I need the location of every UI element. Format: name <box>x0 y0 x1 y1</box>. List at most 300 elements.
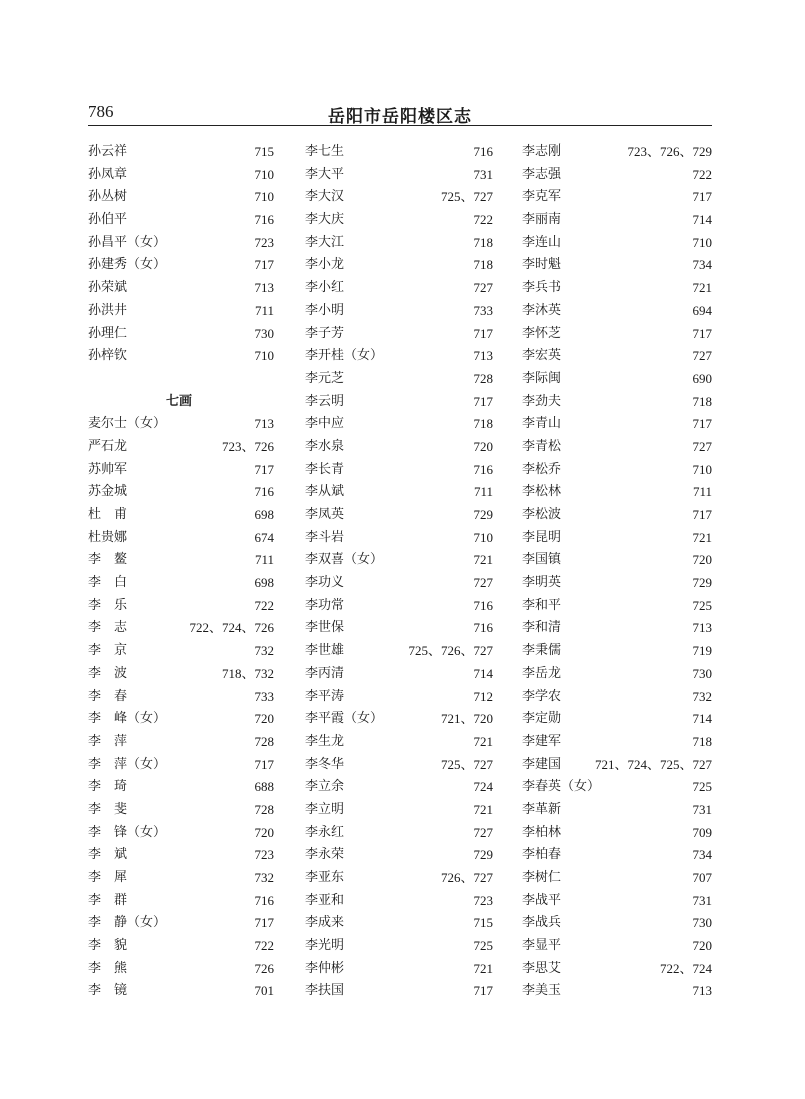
entry-name: 李明英 <box>522 575 562 591</box>
entry-name: 李 峰（女） <box>88 711 167 727</box>
index-entry <box>522 549 712 572</box>
index-entry <box>88 935 274 958</box>
index-entry <box>522 345 712 368</box>
entry-pages: 698 <box>254 507 274 522</box>
index-entry <box>305 277 493 300</box>
entry-pages: 729 <box>692 575 712 591</box>
entry-name: 李美玉 <box>522 983 562 999</box>
section-heading-row <box>88 391 274 414</box>
index-entry <box>305 413 493 436</box>
entry-pages: 728 <box>254 801 274 817</box>
index-entry <box>88 141 274 164</box>
entry-pages: 721 <box>473 552 493 568</box>
entry-pages: 717 <box>254 461 274 477</box>
entry-name: 李 貌 <box>88 938 128 954</box>
entry-pages: 710 <box>692 234 712 250</box>
entry-pages: 721 <box>473 801 493 817</box>
entry-name: 李冬华 <box>305 756 345 772</box>
entry-name: 李 乐 <box>88 597 128 613</box>
index-entry <box>88 186 274 209</box>
entry-name: 孙梓钦 <box>88 348 128 364</box>
index-entry <box>305 254 493 277</box>
entry-name: 李世保 <box>305 620 345 636</box>
entry-name: 李 白 <box>88 575 128 591</box>
page-number: 786 <box>88 102 114 121</box>
entry-pages: 723 <box>473 892 493 908</box>
entry-name: 李柏林 <box>522 824 562 840</box>
entry-pages: 722 <box>254 597 274 613</box>
index-entry <box>522 617 712 640</box>
entry-name: 李凤英 <box>305 507 345 522</box>
index-entry <box>88 640 274 663</box>
index-entry <box>522 300 712 323</box>
entry-pages: 711 <box>254 302 274 318</box>
index-entry <box>305 391 493 414</box>
entry-pages: 726、727 <box>440 870 493 885</box>
index-entry <box>305 935 493 958</box>
entry-pages: 718 <box>692 733 712 749</box>
entry-name: 李际闽 <box>522 370 562 386</box>
entry-name: 李连山 <box>522 234 562 250</box>
entry-name: 李 锋（女） <box>88 824 167 840</box>
index-entry <box>88 323 274 346</box>
entry-name: 李 群 <box>88 892 128 908</box>
index-entry <box>522 595 712 618</box>
entry-pages: 688 <box>254 779 274 795</box>
index-entry <box>305 527 493 550</box>
entry-pages: 674 <box>254 529 274 545</box>
index-entry <box>522 413 712 436</box>
index-entry <box>522 436 712 459</box>
entry-name: 李沐英 <box>522 302 562 318</box>
entry-name: 李中应 <box>305 416 345 432</box>
entry-pages: 713 <box>692 620 712 636</box>
entry-pages: 723、726、729 <box>627 144 712 159</box>
entry-pages: 733 <box>473 302 493 318</box>
entry-name: 李 斌 <box>88 847 128 863</box>
entry-pages: 725、727 <box>440 189 493 205</box>
entry-pages: 730 <box>692 665 712 681</box>
entry-name: 李时魁 <box>522 257 562 273</box>
index-entry <box>88 686 274 709</box>
entry-pages: 727 <box>692 348 712 364</box>
entry-pages: 720 <box>254 711 274 727</box>
index-entry <box>305 890 493 913</box>
index-entry <box>88 595 274 618</box>
index-entry <box>522 640 712 663</box>
entry-pages: 707 <box>692 870 712 885</box>
entry-name: 杜 甫 <box>88 507 128 522</box>
entry-pages: 710 <box>254 348 274 364</box>
entry-pages: 732 <box>254 870 274 885</box>
section-heading: 七画 <box>166 393 193 409</box>
entry-name: 李扶国 <box>305 983 345 999</box>
entry-pages: 720 <box>473 438 493 454</box>
entry-pages: 728 <box>254 733 274 749</box>
entry-pages: 721、720 <box>440 711 493 727</box>
index-entry <box>88 436 274 459</box>
entry-pages: 726 <box>254 960 274 976</box>
entry-pages: 718 <box>473 416 493 432</box>
entry-pages: 713 <box>692 983 712 999</box>
entry-pages: 725、727 <box>440 756 493 772</box>
entry-name: 李功常 <box>305 597 345 613</box>
index-entry <box>522 731 712 754</box>
index-entry <box>522 844 712 867</box>
index-entry <box>305 232 493 255</box>
index-entry <box>522 232 712 255</box>
index-entry <box>305 549 493 572</box>
entry-name: 李昆明 <box>522 529 562 545</box>
entry-pages: 714 <box>692 212 712 228</box>
entry-name: 严石龙 <box>88 438 128 454</box>
index-entry <box>88 572 274 595</box>
index-entry <box>522 776 712 799</box>
entry-name: 孙理仁 <box>88 325 128 341</box>
entry-pages: 710 <box>473 529 493 545</box>
entry-name: 李丙清 <box>305 665 345 681</box>
entry-name: 李 犀 <box>88 870 128 885</box>
entry-name: 李七生 <box>305 144 345 159</box>
index-entry <box>305 958 493 981</box>
entry-name: 李永红 <box>305 824 345 840</box>
index-entry <box>88 527 274 550</box>
entry-name: 李丽南 <box>522 212 562 228</box>
entry-name: 李永荣 <box>305 847 345 863</box>
index-entry <box>522 867 712 890</box>
entry-pages: 690 <box>692 370 712 386</box>
entry-pages: 717 <box>254 257 274 273</box>
entry-name: 李树仁 <box>522 870 562 885</box>
index-entry <box>522 663 712 686</box>
entry-pages: 698 <box>254 575 274 591</box>
index-entry <box>522 209 712 232</box>
entry-pages: 716 <box>254 892 274 908</box>
entry-pages: 731 <box>692 801 712 817</box>
entry-pages: 729 <box>473 507 493 522</box>
entry-pages: 722、724 <box>659 960 712 976</box>
entry-name: 李大汉 <box>305 189 345 205</box>
entry-pages: 709 <box>692 824 712 840</box>
entry-name: 李 琦 <box>88 779 128 795</box>
entry-pages: 724 <box>473 779 493 795</box>
index-entry <box>305 481 493 504</box>
entry-pages: 727 <box>473 280 493 296</box>
entry-pages: 716 <box>473 620 493 636</box>
index-entry <box>305 186 493 209</box>
entry-name: 李兵书 <box>522 280 562 296</box>
entry-pages: 731 <box>692 892 712 908</box>
index-entry <box>88 549 274 572</box>
entry-pages: 720 <box>692 552 712 568</box>
index-entry <box>522 527 712 550</box>
entry-pages: 715 <box>254 144 274 159</box>
book-title: 岳阳市岳阳楼区志 <box>328 107 472 127</box>
index-entry <box>88 232 274 255</box>
entry-name: 苏金城 <box>88 484 128 500</box>
entry-name: 李和平 <box>522 597 562 613</box>
index-entry <box>305 164 493 187</box>
entry-name: 李定勋 <box>522 711 562 727</box>
entry-pages: 727 <box>473 824 493 840</box>
index-entry <box>305 731 493 754</box>
index-entry <box>522 958 712 981</box>
entry-name: 李 春 <box>88 688 128 704</box>
entry-pages: 727 <box>692 438 712 454</box>
entry-name: 孙荣斌 <box>88 280 128 296</box>
index-entry <box>88 300 274 323</box>
index-entry <box>305 504 493 527</box>
entry-pages: 723 <box>254 847 274 863</box>
index-entry <box>305 776 493 799</box>
entry-name: 李松波 <box>522 507 562 522</box>
entry-pages: 718 <box>473 234 493 250</box>
index-entry <box>522 323 712 346</box>
entry-pages: 725、726、727 <box>408 643 493 659</box>
entry-name: 杜贵娜 <box>88 529 128 545</box>
index-entry <box>88 731 274 754</box>
index-entry <box>88 912 274 935</box>
entry-name: 李从斌 <box>305 484 345 500</box>
entry-name: 李 京 <box>88 643 128 659</box>
entry-name: 李青松 <box>522 438 562 454</box>
entry-name: 李长青 <box>305 461 345 477</box>
index-entry <box>522 141 712 164</box>
entry-name: 李子芳 <box>305 325 345 341</box>
entry-pages: 711 <box>692 484 712 500</box>
index-column-3 <box>522 141 712 1003</box>
entry-name: 李平涛 <box>305 688 345 704</box>
entry-name: 孙丛树 <box>88 189 128 205</box>
entry-name: 孙云祥 <box>88 144 128 159</box>
index-entry <box>522 980 712 1003</box>
entry-pages: 717 <box>692 325 712 341</box>
entry-name: 李世雄 <box>305 643 345 659</box>
entry-name: 李 萍 <box>88 733 128 749</box>
index-entry <box>305 980 493 1003</box>
entry-pages: 734 <box>692 847 712 863</box>
entry-name: 李学农 <box>522 688 562 704</box>
entry-pages: 723 <box>254 234 274 250</box>
entry-name: 李秉儒 <box>522 643 562 659</box>
index-entry <box>305 345 493 368</box>
index-entry <box>305 436 493 459</box>
entry-pages: 717 <box>254 915 274 931</box>
index-entry <box>305 141 493 164</box>
index-entry <box>88 459 274 482</box>
entry-pages: 717 <box>473 393 493 409</box>
entry-pages: 721 <box>692 280 712 296</box>
entry-name: 李思艾 <box>522 960 562 976</box>
entry-pages: 719 <box>692 643 712 659</box>
entry-name: 李青山 <box>522 416 562 432</box>
entry-name: 李大江 <box>305 234 345 250</box>
index-entry <box>88 822 274 845</box>
entry-name: 李平霞（女） <box>305 711 384 727</box>
index-entry <box>522 481 712 504</box>
index-entry <box>305 754 493 777</box>
entry-name: 李战平 <box>522 892 562 908</box>
entry-name: 李劲夫 <box>522 393 562 409</box>
index-entry <box>305 300 493 323</box>
index-entry <box>305 708 493 731</box>
index-entry <box>305 595 493 618</box>
index-entry <box>88 277 274 300</box>
entry-name: 李柏春 <box>522 847 562 863</box>
entry-name: 李 静（女） <box>88 915 167 931</box>
entry-name: 李元芝 <box>305 370 345 386</box>
entry-name: 李云明 <box>305 393 345 409</box>
index-entry <box>522 164 712 187</box>
entry-pages: 710 <box>692 461 712 477</box>
entry-name: 李大庆 <box>305 212 345 228</box>
entry-name: 李松林 <box>522 484 562 500</box>
entry-name: 李立余 <box>305 779 345 795</box>
index-entry <box>88 708 274 731</box>
index-entry <box>88 617 274 640</box>
index-entry <box>305 617 493 640</box>
entry-pages: 733 <box>254 688 274 704</box>
entry-pages: 710 <box>254 166 274 182</box>
entry-pages: 730 <box>254 325 274 341</box>
entry-pages: 713 <box>254 416 274 432</box>
entry-pages: 732 <box>254 643 274 659</box>
index-column-1 <box>88 141 274 1003</box>
index-entry <box>522 799 712 822</box>
entry-pages: 701 <box>254 983 274 999</box>
index-entry <box>88 481 274 504</box>
entry-name: 李 熊 <box>88 960 128 976</box>
entry-pages: 716 <box>254 212 274 228</box>
index-entry <box>88 754 274 777</box>
index-entry <box>522 708 712 731</box>
entry-pages: 694 <box>692 302 712 318</box>
index-entry <box>305 912 493 935</box>
entry-name: 李 斐 <box>88 801 128 817</box>
entry-name: 李亚东 <box>305 870 345 885</box>
entry-pages: 713 <box>473 348 493 364</box>
entry-name: 麦尔士（女） <box>88 416 167 432</box>
entry-pages: 723、726 <box>221 438 274 454</box>
entry-pages: 718 <box>473 257 493 273</box>
entry-pages: 720 <box>692 938 712 954</box>
entry-name: 李志刚 <box>522 144 562 159</box>
index-entry <box>88 980 274 1003</box>
index-column-2 <box>305 141 493 1003</box>
entry-pages: 725 <box>692 779 712 795</box>
index-entry <box>305 822 493 845</box>
index-entry <box>88 368 274 391</box>
entry-name: 孙伯平 <box>88 212 128 228</box>
index-entry <box>88 890 274 913</box>
entry-pages: 717 <box>692 416 712 432</box>
entry-pages: 722 <box>254 938 274 954</box>
index-entry <box>305 459 493 482</box>
page-header <box>88 100 712 128</box>
index-entry <box>305 799 493 822</box>
index-entry <box>305 368 493 391</box>
entry-name: 李 鳌 <box>88 552 128 568</box>
entry-pages: 721 <box>473 960 493 976</box>
index-entry <box>522 890 712 913</box>
entry-pages: 716 <box>473 144 493 159</box>
entry-name: 孙建秀（女） <box>88 257 167 273</box>
index-entry <box>522 912 712 935</box>
entry-pages: 721 <box>473 733 493 749</box>
entry-name: 李小红 <box>305 280 345 296</box>
entry-pages: 722、724、726 <box>189 620 274 636</box>
index-entry <box>305 323 493 346</box>
entry-pages: 720 <box>254 824 274 840</box>
entry-pages: 717 <box>692 189 712 205</box>
entry-name: 李亚和 <box>305 892 345 908</box>
entry-name: 李革新 <box>522 801 562 817</box>
entry-pages: 715 <box>473 915 493 931</box>
entry-name: 李 镜 <box>88 983 128 999</box>
index-entry <box>522 391 712 414</box>
entry-name: 李仲彬 <box>305 960 345 976</box>
index-entry <box>305 663 493 686</box>
entry-pages: 732 <box>692 688 712 704</box>
entry-name: 苏帅军 <box>88 461 128 477</box>
index-entry <box>88 776 274 799</box>
entry-pages: 725 <box>692 597 712 613</box>
entry-pages: 717 <box>692 507 712 522</box>
entry-pages: 717 <box>473 325 493 341</box>
entry-name: 李小龙 <box>305 257 345 273</box>
entry-pages: 713 <box>254 280 274 296</box>
entry-pages: 729 <box>473 847 493 863</box>
entry-name: 李和清 <box>522 620 562 636</box>
entry-pages: 717 <box>473 983 493 999</box>
entry-name: 孙凤章 <box>88 166 128 182</box>
index-entry <box>522 254 712 277</box>
entry-name: 孙洪井 <box>88 302 128 318</box>
entry-name: 李宏英 <box>522 348 562 364</box>
entry-pages: 716 <box>473 597 493 613</box>
entry-name: 李松乔 <box>522 461 562 477</box>
index-entry <box>88 254 274 277</box>
entry-pages: 731 <box>473 166 493 182</box>
index-entry <box>522 935 712 958</box>
entry-pages: 711 <box>254 552 274 568</box>
index-entry <box>88 958 274 981</box>
index-entry <box>522 754 712 777</box>
entry-pages: 728 <box>473 370 493 386</box>
entry-name: 李 志 <box>88 620 128 636</box>
entry-name: 李志强 <box>522 166 562 182</box>
index-entry <box>88 209 274 232</box>
index-entry <box>88 844 274 867</box>
entry-name: 孙昌平（女） <box>88 234 167 250</box>
entry-name: 李怀芝 <box>522 325 562 341</box>
entry-pages: 712 <box>473 688 493 704</box>
entry-name: 李功义 <box>305 575 345 591</box>
entry-name: 李小明 <box>305 302 345 318</box>
entry-name: 李斗岩 <box>305 529 345 545</box>
index-entry <box>88 413 274 436</box>
entry-pages: 734 <box>692 257 712 273</box>
index-entry <box>305 572 493 595</box>
index-entry <box>305 640 493 663</box>
index-entry <box>305 209 493 232</box>
index-entry <box>522 504 712 527</box>
index-entry <box>88 345 274 368</box>
entry-pages: 717 <box>254 756 274 772</box>
entry-name: 李建国 <box>522 756 562 772</box>
entry-pages: 722 <box>692 166 712 182</box>
entry-pages: 721 <box>692 529 712 545</box>
